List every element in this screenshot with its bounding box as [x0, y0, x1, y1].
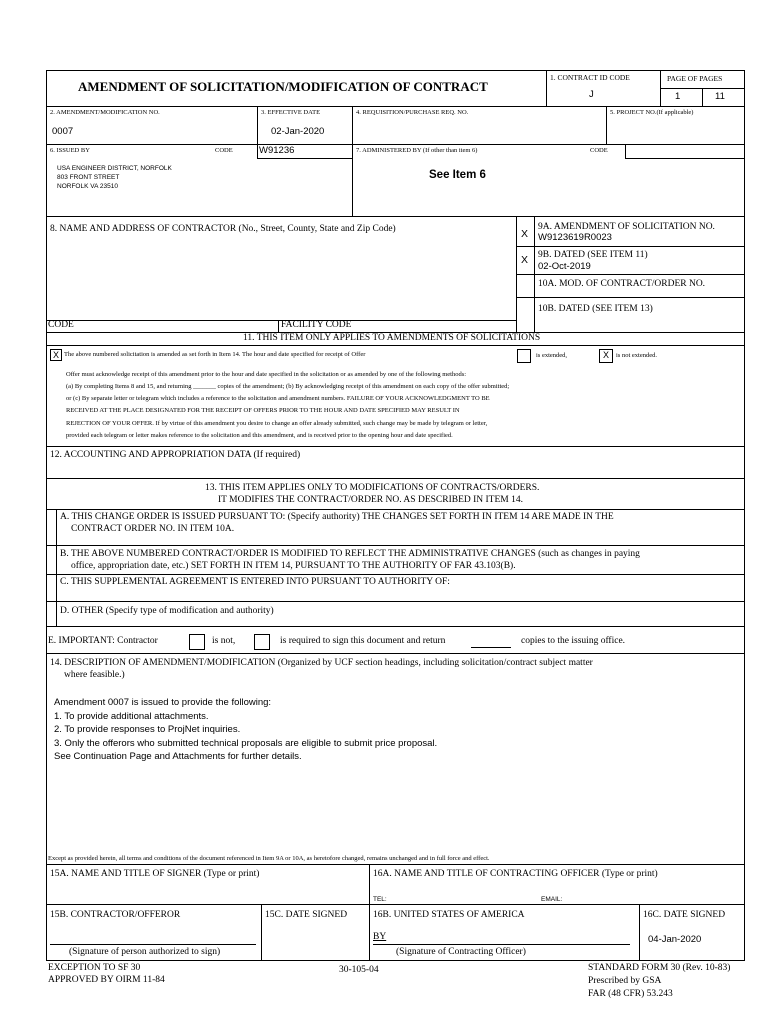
description-line: 2. To provide responses to ProjNet inquiries. — [54, 724, 241, 735]
amendment-no-field[interactable]: 0007 — [52, 126, 74, 137]
issued-by-label: 6. ISSUED BY — [50, 147, 90, 154]
issued-by-code-field[interactable]: W91236 — [259, 145, 295, 156]
item-13a-text-2: CONTRACT ORDER NO. IN ITEM 10A. — [71, 524, 235, 534]
officer-date-signed-label: 16C. DATE SIGNED — [643, 910, 726, 920]
contractor-offeror-label: 15B. CONTRACTOR/OFFEROR — [50, 910, 181, 920]
administered-by-label: 7. ADMINISTERED BY (If other than item 6) — [356, 147, 478, 154]
item-13c-text: C. THIS SUPPLEMENTAL AGREEMENT IS ENTERED INTO PURSUANT TO AUTHORITY OF: — [60, 577, 450, 587]
issuer-address-line: NORFOLK VA 23510 — [57, 183, 118, 190]
administered-by-value: See Item 6 — [429, 169, 486, 181]
united-states-label: 16B. UNITED STATES OF AMERICA — [373, 910, 525, 920]
item-13-heading-2: IT MODIFIES THE CONTRACT/ORDER NO. AS DESCRIBED IN ITEM 14. — [218, 495, 523, 505]
facility-code-label: FACILITY CODE — [281, 320, 352, 330]
item-9a-value[interactable]: W9123619R0023 — [538, 232, 612, 243]
issuer-address-line: USA ENGINEER DISTRICT, NORFOLK — [57, 165, 172, 172]
project-no-label: 5. PROJECT NO.(If applicable) — [610, 109, 694, 116]
instruction-line: RECEIVED AT THE PLACE DESIGNATED FOR THE RECEIPT OF OFFERS PRIOR TO THE HOUR AND DATE SPECIFIED MAY RESULT IN — [66, 407, 460, 414]
far-citation: FAR (48 CFR) 53.243 — [588, 989, 673, 999]
standard-form-label: STANDARD FORM 30 (Rev. 10-83) — [588, 963, 731, 973]
copies-count-field[interactable] — [471, 647, 511, 648]
description-line: 1. To provide additional attachments. — [54, 711, 209, 722]
effective-date-label: 3. EFFECTIVE DATE — [261, 109, 321, 116]
amendment-no-label: 2. AMENDMENT/MODIFICATION NO. — [50, 109, 160, 116]
instruction-line: (a) By completing Items 8 and 15, and returning _______ copies of the amendment; (b) By acknowledging receipt of this amendment on each copy of the offer submitted; — [66, 383, 510, 390]
item-e-label: E. IMPORTANT: Contractor — [48, 636, 158, 646]
prescribed-by-label: Prescribed by GSA — [588, 976, 662, 986]
description-line: 3. Only the offerors who submitted technical proposals are eligible to submit price proposal. — [54, 738, 438, 749]
item-9a-label: 9A. AMENDMENT OF SOLICITATION NO. — [538, 222, 715, 232]
description-line: Amendment 0007 is issued to provide the following: — [54, 697, 272, 708]
email-label: EMAIL: — [541, 896, 563, 903]
contractor-date-signed-label: 15C. DATE SIGNED — [265, 910, 348, 920]
solicitation-amended-text: The above numbered solicitation is amended as set forth in Item 14. The hour and date specified for receipt of Offer — [64, 351, 366, 358]
item-13a-text: A. THIS CHANGE ORDER IS ISSUED PURSUANT TO: (Specify authority) THE CHANGES SET FORTH IN ITEM 14 ARE MADE IN THE — [60, 512, 614, 522]
contractor-name-address-label: 8. NAME AND ADDRESS OF CONTRACTOR (No., Street, County, State and Zip Code) — [50, 224, 396, 234]
officer-signature-caption: (Signature of Contracting Officer) — [396, 947, 526, 957]
issuer-address-line: 803 FRONT STREET — [57, 174, 120, 181]
total-pages: 11 — [715, 91, 725, 102]
item-12-label: 12. ACCOUNTING AND APPROPRIATION DATA (If required) — [50, 450, 301, 460]
requisition-label: 4. REQUISITION/PURCHASE REQ. NO. — [356, 109, 469, 116]
item-13-heading-1: 13. THIS ITEM APPLIES ONLY TO MODIFICATIONS OF CONTRACTS/ORDERS. — [205, 483, 540, 493]
item-e-copies: copies to the issuing office. — [521, 636, 626, 646]
contract-id-code-label: 1. CONTRACT ID CODE — [550, 73, 630, 82]
item-9b-label: 9B. DATED (SEE ITEM 11) — [538, 250, 648, 260]
item-11-heading: 11. THIS ITEM ONLY APPLIES TO AMENDMENTS OF SOLICITATIONS — [243, 333, 541, 343]
administered-code-label: CODE — [590, 147, 608, 154]
instruction-line: Offer must acknowledge receipt of this amendment prior to the hour and date specified in the solicitation or as amended by one of the following methods: — [66, 371, 467, 378]
terms-unchanged-note: Except as provided herein, all terms and conditions of the document referenced in Item 9A or 10A, as heretofore changed, remains unchanged and in full force and effect. — [48, 855, 490, 862]
exception-note: EXCEPTION TO SF 30 — [48, 963, 141, 973]
offer-not-extended-text: is not extended. — [616, 352, 657, 359]
offer-extended-text: is extended, — [536, 352, 568, 359]
signer-name-title-label: 15A. NAME AND TITLE OF SIGNER (Type or print) — [50, 869, 260, 879]
page-number: 1 — [675, 91, 681, 102]
solicitation-amended-checkbox[interactable]: X — [50, 349, 62, 361]
description-line: See Continuation Page and Attachments for further details. — [54, 751, 302, 762]
item-e-is-required: is required to sign this document and return — [280, 636, 446, 646]
offer-not-extended-checkbox[interactable]: X — [599, 349, 613, 363]
item-9a-checkmark[interactable]: X — [521, 228, 529, 240]
signature-by-label: BY — [373, 932, 387, 942]
contract-id-code[interactable]: J — [589, 89, 594, 100]
item-14-label-2: where feasible.) — [64, 670, 125, 680]
item-9b-value[interactable]: 02-Oct-2019 — [538, 261, 591, 272]
page-of-pages-label: PAGE OF PAGES — [667, 74, 723, 83]
approved-by-note: APPROVED BY OIRM 11-84 — [48, 975, 165, 985]
contractor-signature-caption: (Signature of person authorized to sign) — [69, 947, 221, 957]
officer-date-signed-field[interactable]: 04-Jan-2020 — [648, 934, 702, 945]
effective-date-field[interactable]: 02-Jan-2020 — [271, 126, 325, 137]
form-title: AMENDMENT OF SOLICITATION/MODIFICATION OF CONTRACT — [78, 79, 488, 94]
item-10a-label: 10A. MOD. OF CONTRACT/ORDER NO. — [538, 279, 706, 289]
item-9b-checkmark[interactable]: X — [521, 254, 529, 266]
item-e-is-not: is not, — [212, 636, 236, 646]
instruction-line: REJECTION OF YOUR OFFER. If by virtue of this amendment you desire to change an offer already submitted, such change may be made by telegram or letter, — [66, 420, 488, 427]
issued-by-code-label: CODE — [215, 147, 233, 154]
tel-label: TEL: — [373, 896, 387, 903]
item-13b-text: B. THE ABOVE NUMBERED CONTRACT/ORDER IS MODIFIED TO REFLECT THE ADMINISTRATIVE CHANGES (such as changes in paying — [60, 549, 640, 559]
form-number: 30-105-04 — [339, 965, 379, 975]
contractor-is-required-checkbox[interactable] — [254, 634, 270, 650]
item-10b-label: 10B. DATED (SEE ITEM 13) — [538, 304, 653, 314]
item-13b-text-2: office, appropriation date, etc.) SET FORTH IN ITEM 14, PURSUANT TO THE AUTHORITY OF FAR 43.103(B). — [71, 561, 516, 571]
contractor-is-not-checkbox[interactable] — [189, 634, 205, 650]
instruction-line: provided each telegram or letter makes reference to the solicitation and this amendment, and is received prior to the opening hour and date specified. — [66, 432, 453, 439]
instruction-line: or (c) By separate letter or telegram which includes a reference to the solicitation and amendment numbers. FAILURE OF YOUR ACKNOWLEDGMENT TO BE — [66, 395, 490, 402]
contractor-code-label: CODE — [48, 320, 74, 330]
contracting-officer-name-label: 16A. NAME AND TITLE OF CONTRACTING OFFICER (Type or print) — [373, 869, 658, 879]
offer-extended-checkbox[interactable] — [517, 349, 531, 363]
item-14-label: 14. DESCRIPTION OF AMENDMENT/MODIFICATION (Organized by UCF section headings, including solicitation/contract subject matter — [50, 658, 593, 668]
item-13d-text: D. OTHER (Specify type of modification and authority) — [60, 606, 274, 616]
